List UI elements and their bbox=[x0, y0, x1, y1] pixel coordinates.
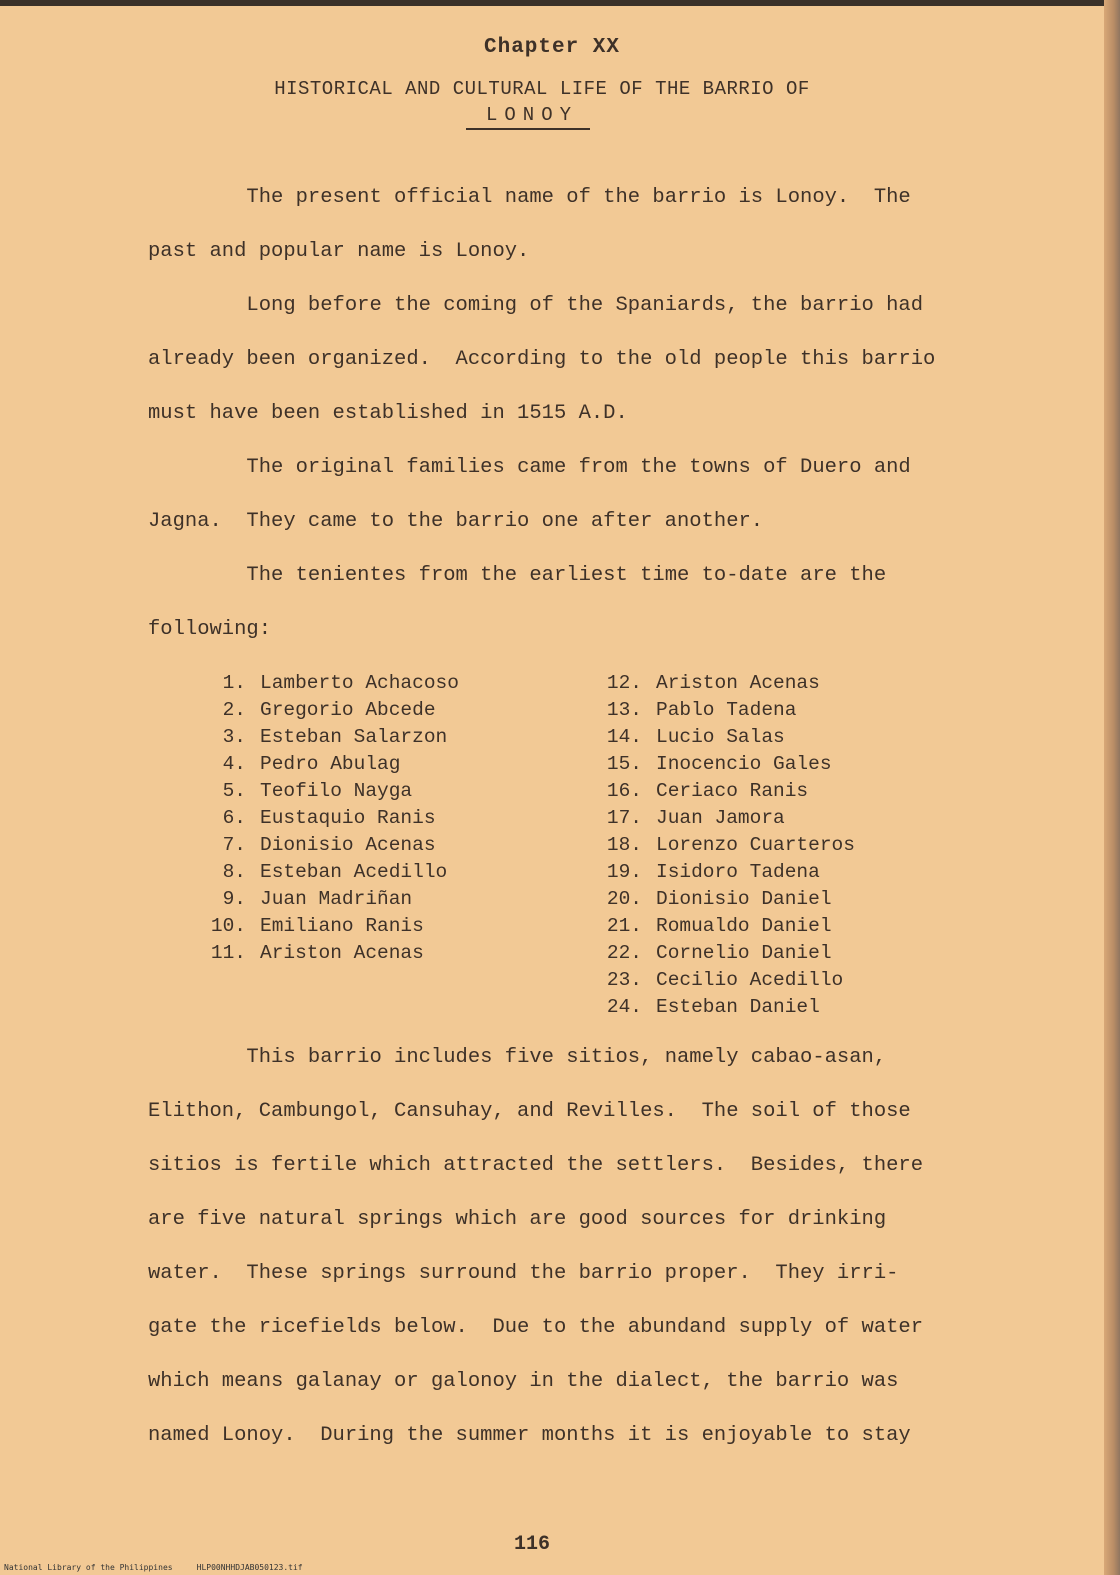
teniente-number: 17. bbox=[606, 807, 642, 829]
teniente-name: Esteban Acedillo bbox=[260, 861, 448, 883]
teniente-list-item bbox=[596, 994, 855, 1021]
library-scan-note: National Library of the Philippines HLP00NHHDJAB050123.tif bbox=[4, 1563, 303, 1572]
teniente-number: 14. bbox=[606, 726, 642, 748]
teniente-number: 22. bbox=[606, 942, 642, 964]
teniente-name: Juan Madriñan bbox=[260, 888, 413, 910]
teniente-name: Juan Jamora bbox=[656, 807, 785, 829]
teniente-name: Dionisio Acenas bbox=[260, 834, 436, 856]
chapter-heading: Chapter XX bbox=[483, 36, 621, 59]
teniente-list-item bbox=[596, 724, 855, 751]
teniente-list-item bbox=[200, 778, 459, 805]
teniente-list-item bbox=[596, 751, 855, 778]
teniente-list-item bbox=[200, 724, 459, 751]
teniente-number: 6. bbox=[222, 807, 246, 829]
teniente-number: 10. bbox=[210, 915, 246, 937]
title-underline bbox=[466, 128, 590, 130]
teniente-number: 12. bbox=[606, 672, 642, 694]
paragraph-history: Long before the coming of the Spaniards, the barrio had already been organized. According to the old people this barrio must have been established in 1515 A.D. bbox=[148, 294, 936, 425]
teniente-list-item bbox=[596, 670, 855, 697]
teniente-list-item bbox=[596, 886, 855, 913]
teniente-list-item bbox=[200, 670, 459, 697]
teniente-name: Pablo Tadena bbox=[656, 699, 797, 721]
teniente-number: 3. bbox=[222, 726, 246, 748]
paragraph-original-families: The original families came from the towns of Duero and Jagna. They came to the barrio one after another. bbox=[148, 456, 911, 533]
teniente-number: 18. bbox=[606, 834, 642, 856]
teniente-name: Dionisio Daniel bbox=[656, 888, 832, 910]
tenientes-list-left bbox=[200, 670, 459, 967]
teniente-name: Esteban Salarzon bbox=[260, 726, 448, 748]
teniente-list-item bbox=[596, 832, 855, 859]
teniente-number: 24. bbox=[606, 996, 642, 1018]
teniente-number: 2. bbox=[222, 699, 246, 721]
teniente-list-item bbox=[200, 832, 459, 859]
teniente-list-item bbox=[596, 805, 855, 832]
teniente-name: Cecilio Acedillo bbox=[656, 969, 844, 991]
teniente-list-item bbox=[596, 967, 855, 994]
teniente-number: 15. bbox=[606, 753, 642, 775]
teniente-name: Ariston Acenas bbox=[656, 672, 820, 694]
teniente-name: Esteban Daniel bbox=[656, 996, 820, 1018]
teniente-name: Gregorio Abcede bbox=[260, 699, 436, 721]
paragraph-sitios: This barrio includes five sitios, namely cabao-asan, Elithon, Cambungol, Cansuhay, and Revilles. The soil of those sitios is fertile which attracted the settlers. Besides, there are five natural springs which are good sources for drinking water. These springs surround the barrio proper. They irri- gate the ricefields below. Due to the abundand supply of water which means galanay or galonoy in the dialect, the barrio was named Lonoy. During the summer months it is enjoyable to stay bbox=[148, 1046, 924, 1447]
teniente-name: Cornelio Daniel bbox=[656, 942, 832, 964]
title-line-2: LONOY bbox=[485, 104, 578, 126]
teniente-number: 20. bbox=[606, 888, 642, 910]
teniente-name: Eustaquio Ranis bbox=[260, 807, 436, 829]
teniente-name: Lamberto Achacoso bbox=[260, 672, 459, 694]
teniente-name: Inocencio Gales bbox=[656, 753, 832, 775]
teniente-list-item bbox=[596, 940, 855, 967]
teniente-name: Isidoro Tadena bbox=[656, 861, 820, 883]
teniente-list-item bbox=[596, 859, 855, 886]
teniente-list-item bbox=[596, 697, 855, 724]
teniente-name: Lucio Salas bbox=[656, 726, 785, 748]
teniente-number: 13. bbox=[606, 699, 642, 721]
teniente-number: 5. bbox=[222, 780, 246, 802]
teniente-list-item bbox=[200, 940, 459, 967]
teniente-list-item bbox=[200, 913, 459, 940]
teniente-name: Romualdo Daniel bbox=[656, 915, 832, 937]
teniente-number: 1. bbox=[222, 672, 246, 694]
teniente-number: 8. bbox=[222, 861, 246, 883]
tenientes-list-right bbox=[596, 670, 855, 1021]
teniente-name: Ceriaco Ranis bbox=[656, 780, 809, 802]
teniente-name: Teofilo Nayga bbox=[260, 780, 413, 802]
teniente-name: Ariston Acenas bbox=[260, 942, 424, 964]
title-line-1: HISTORICAL AND CULTURAL LIFE OF THE BARRIO OF bbox=[274, 78, 810, 100]
teniente-number: 23. bbox=[606, 969, 642, 991]
teniente-number: 9. bbox=[222, 888, 246, 910]
teniente-number: 21. bbox=[606, 915, 642, 937]
teniente-list-item bbox=[200, 859, 459, 886]
teniente-number: 16. bbox=[606, 780, 642, 802]
teniente-name: Pedro Abulag bbox=[260, 753, 401, 775]
teniente-number: 4. bbox=[222, 753, 246, 775]
paragraph-tenientes-intro: The tenientes from the earliest time to-date are the following: bbox=[148, 564, 887, 641]
teniente-list-item bbox=[596, 778, 855, 805]
paragraph-official-name: The present official name of the barrio is Lonoy. The past and popular name is Lonoy. bbox=[148, 186, 911, 263]
teniente-number: 7. bbox=[222, 834, 246, 856]
teniente-list-item bbox=[200, 805, 459, 832]
teniente-list-item bbox=[200, 751, 459, 778]
page-right-edge bbox=[1104, 0, 1120, 1575]
teniente-name: Emiliano Ranis bbox=[260, 915, 424, 937]
teniente-number: 11. bbox=[210, 942, 246, 964]
teniente-list-item bbox=[200, 886, 459, 913]
teniente-number: 19. bbox=[606, 861, 642, 883]
teniente-list-item bbox=[200, 697, 459, 724]
teniente-list-item bbox=[596, 913, 855, 940]
page-number: 116 bbox=[513, 1533, 550, 1556]
teniente-name: Lorenzo Cuarteros bbox=[656, 834, 855, 856]
